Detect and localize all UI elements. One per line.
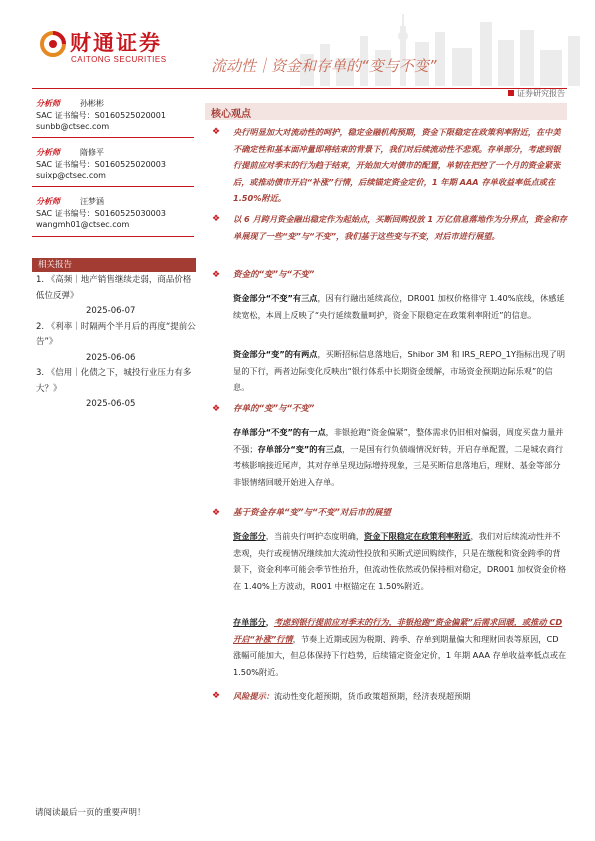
diamond-bullet-icon: ❖ bbox=[212, 691, 221, 701]
analyst-email[interactable]: wangmh01@ctsec.com bbox=[36, 220, 130, 229]
diamond-bullet-icon: ❖ bbox=[212, 508, 221, 518]
analyst-name: 孙彬彬 bbox=[80, 99, 104, 108]
outlook-funds-lead: 资金部分 bbox=[233, 531, 266, 541]
analyst-card bbox=[36, 147, 196, 182]
analyst-divider bbox=[32, 236, 194, 237]
funds-unchanged-paragraph bbox=[233, 290, 568, 323]
section-heading-cd: 存单的“变”与“不变” bbox=[233, 404, 315, 414]
related-report-item[interactable] bbox=[36, 366, 196, 413]
outlook-funds-text-a: ，当前央行呵护态度明确， bbox=[265, 531, 365, 541]
funds-changed-paragraph bbox=[233, 346, 568, 396]
analyst-email[interactable]: sunbb@ctsec.com bbox=[36, 122, 110, 131]
funds-unchanged-text: ，因有行融出延续高位，DR001 加权价格徘守 1.40%底线，休感延续宽松，本周上反映了“央行延续数量呵护，资金下限稳定在政策利率附近”的信息。 bbox=[233, 293, 565, 320]
funds-changed-text: ，买断招标信息落地后，Shibor 3M 和 IRS_REPO_1Y指标出现了明显的下行，两者边际变化反映出“银行体系中长期资金缓解，市场资金预期边际乐观”的信息。 bbox=[233, 349, 566, 392]
analyst-role: 分析师 bbox=[36, 197, 60, 206]
diamond-bullet-icon: ❖ bbox=[212, 270, 221, 280]
core-views-heading: 核心观点 bbox=[211, 109, 251, 120]
logo-text: 财通证券 bbox=[70, 30, 162, 55]
disclaimer-note: 请阅读最后一页的重要声明！ bbox=[35, 808, 146, 818]
analyst-email[interactable]: suixp@ctsec.com bbox=[36, 171, 106, 180]
section-heading-funds: 资金的“变”与“不变” bbox=[233, 270, 315, 280]
funds-changed-lead: 资金部分“变”的有两点 bbox=[233, 349, 318, 359]
outlook-cd-paragraph: 存单部分，考虑到银行提前应对季末的行为，非银抢跑“资金偏紧”后需求回暖，或推动 CD 开启“补涨”行情，节奏上近期或因为税期、跨季、存单到期量偏大和理财回表等原因，CD 涨幅可能加大，但总体保持下行趋势，后续锚定资金定价，1 年期 AAA 存单收益率低点或在 1.50%附近。 bbox=[233, 617, 567, 677]
caitong-logo-icon bbox=[40, 31, 66, 57]
outlook-funds-text-b: ，我们对后续流动性并不悲观，央行或视情况继续加大流动性投放和买断式逆回购续作，只是在缴税和资金跨季的背景下，资金利率可能会季节性抬升，但流动性依然或仍保持相对稳定，DR001 加权资金价格在 1.40%上方波动，R001 中枢锚定在 1.50%附近。 bbox=[233, 531, 567, 591]
analyst-role: 分析师 bbox=[36, 99, 60, 108]
outlook-funds-paragraph bbox=[233, 528, 568, 594]
related-report-item[interactable] bbox=[36, 273, 196, 320]
report-type-label bbox=[508, 88, 565, 100]
analyst-cert: SAC 证书编号：S0160525020003 bbox=[36, 159, 166, 169]
analyst-name: 汪梦涵 bbox=[80, 197, 104, 206]
summary-paragraph bbox=[233, 124, 568, 207]
cd-unchanged-lead: 存单部分“不变”的有一点 bbox=[233, 427, 326, 437]
risk-lead: 风险提示： bbox=[233, 691, 274, 701]
diamond-bullet-icon: ❖ bbox=[212, 404, 221, 414]
square-marker-icon bbox=[508, 90, 514, 96]
cd-unchanged-text: ，非银抢跑“资金偏紧”，整体需求仍旧相对偏弱，周度买盘力量并不强； bbox=[233, 427, 564, 454]
cd-changed-text: ，一是国有行负债端情况好转，开启存单配置，二是城农商行考核影响接近尾声，其对存单呈现边际增持现象，三是买断信息落地后，理财、基金等部分非银情绪回暖开始进入存单。 bbox=[233, 443, 564, 487]
risk-text: 流动性变化超预期，货币政策超预期，经济表现超预期 bbox=[273, 691, 471, 701]
related-report-date: 2025-06-05 bbox=[86, 399, 136, 409]
related-report-date: 2025-06-07 bbox=[86, 306, 136, 316]
outlook-cd-lead: 存单部分 bbox=[233, 617, 266, 627]
related-report-item[interactable] bbox=[36, 320, 196, 367]
core-views-heading-bar bbox=[205, 103, 567, 120]
risk-paragraph bbox=[233, 688, 568, 705]
related-report-title[interactable]: 2. 《利率｜时隔两个半月后的再度“提前公告”》 bbox=[36, 321, 196, 347]
analyst-cert: SAC 证书编号：S0160525020001 bbox=[36, 110, 166, 120]
cd-paragraph bbox=[233, 424, 568, 490]
analyst-card bbox=[36, 98, 196, 133]
analyst-card bbox=[36, 196, 196, 231]
analyst-role: 分析师 bbox=[36, 148, 60, 157]
logo-english-text: CAITONG SECURITIES bbox=[71, 55, 167, 64]
intro-text: 以 6 月跨月资金融出稳定作为起始点，买断回购投放 1 万亿信息落地作为分界点，资金和存单展现了一些“变”与“不变”，我们基于这些变与不变，对后市进行展望。 bbox=[233, 214, 567, 241]
header-divider bbox=[32, 88, 567, 89]
analyst-name: 隋修平 bbox=[80, 148, 104, 157]
analyst-divider bbox=[32, 186, 194, 187]
related-reports-list bbox=[36, 273, 196, 413]
analyst-cert: SAC 证书编号：S0160525030003 bbox=[36, 208, 166, 218]
related-reports-heading: 相关报告 bbox=[32, 258, 196, 272]
section-heading-outlook: 基于资金存单“变”与“不变”对后市的展望 bbox=[233, 508, 391, 518]
diamond-bullet-icon: ❖ bbox=[212, 214, 221, 224]
funds-unchanged-lead: 资金部分“不变”有三点 bbox=[233, 293, 318, 303]
report-title: 流动性｜资金和存单的“变与不变” bbox=[211, 57, 437, 75]
outlook-cd-text: ，节奏上近期或因为税期、跨季、存单到期量偏大和理财回表等原因，CD 涨幅可能加大，但总体保持下行趋势，后续锚定资金定价，1 年期 AAA 存单收益率低点或在 1.50%附近。 bbox=[233, 633, 567, 677]
intro-paragraph bbox=[233, 211, 568, 244]
analyst-divider bbox=[32, 137, 194, 138]
diamond-bullet-icon: ❖ bbox=[212, 127, 221, 137]
related-report-title[interactable]: 3. 《信用｜化债之下，城投行业压力有多大？》 bbox=[36, 368, 192, 394]
outlook-funds-highlight: 资金下限稳定在政策利率附近 bbox=[364, 531, 471, 541]
report-type-text: 证券研究报告 bbox=[517, 89, 565, 98]
summary-text: 央行明显加大对流动性的呵护，稳定金融机构预期，资金下限稳定在政策利率附近，在中美不确定性和基本面冲量即将结束的背景下，我们对后续流动性不悲观。存单部分，考虑到银行提前应对季末的行为趋于结束，开始加大对债市的配置，单韧在把控了一个月的资金紧张后，或推动债市开启“补涨”行情，后续锚定资金定价，1 年期 AAA 存单收益率低点或在 1.50%附近。 bbox=[233, 127, 561, 203]
related-report-title[interactable]: 1. 《高频｜地产销售继续走弱，商品价格低位反弹》 bbox=[36, 275, 192, 301]
cd-changed-lead: 存单部分“变”的有三点 bbox=[257, 443, 343, 454]
outlook-cd-highlight: 考虑到银行提前应对季末的行为，非银抢跑“资金偏紧”后需求回暖，或推动 CD 开启“补涨”行情 bbox=[233, 617, 563, 644]
related-report-date: 2025-06-06 bbox=[86, 352, 136, 363]
